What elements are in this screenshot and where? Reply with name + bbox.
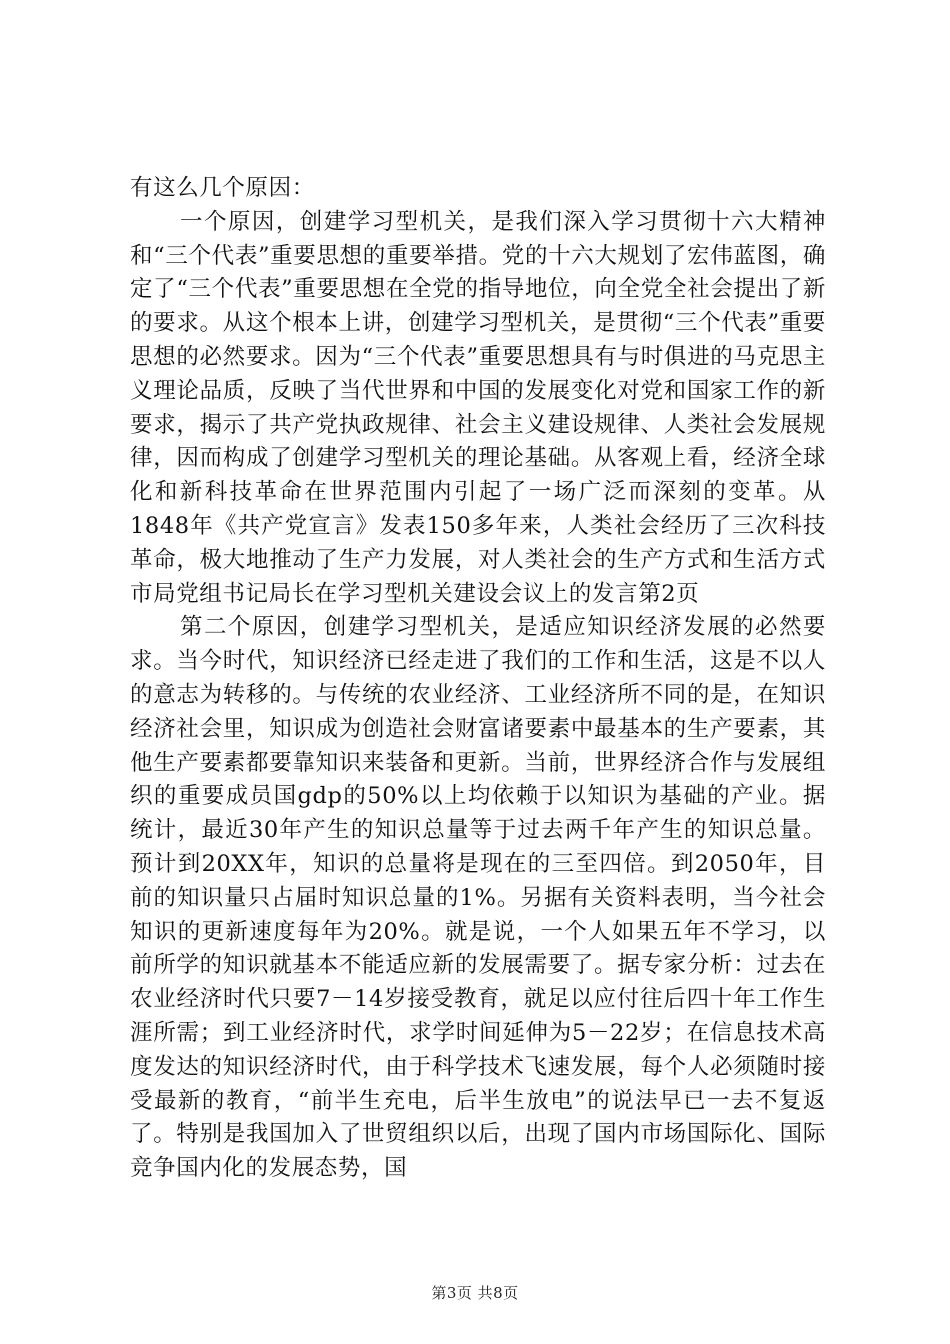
paragraph-first-reason: 一个原因，创建学习型机关，是我们深入学习贯彻十六大精神和“三个代表”重要思想的重要举措。党的十六大规划了宏伟蓝图，确定了“三个代表”重要思想在全党的指导地位，向全党全社会提出了新的要求。从这个根本上讲，创建学习型机关，是贯彻“三个代表”重要思想的必然要求。因为“三个代表”重要思想具有与时俱进的马克思主义理论品质，反映了当代世界和中国的发展变化对党和国家工作的新要求，揭示了共产党执政规律、社会主义建设规律、人类社会发展规律，因而构成了创建学习型机关的理论基础。从客观上看，经济全球化和新科技革命在世界范围内引起了一场广泛而深刻的变革。从1848年《共产党宣言》发表150多年来，人类社会经历了三次科技革命，极大地推动了生产力发展，对人类社会的生产方式和生活方式市局党组书记局长在学习型机关建设会议上的发言第2页 [130,208,826,607]
paragraph-second-reason: 第二个原因，创建学习型机关，是适应知识经济发展的必然要求。当今时代，知识经济已经走进了我们的工作和生活，这是不以人的意志为转移的。与传统的农业经济、工业经济所不同的是，在知识经济社会里，知识成为创造社会财富诸要素中最基本的生产要素，其他生产要素都要靠知识来装备和更新。当前，世界经济合作与发展组织的重要成员国gdp的50%以上均依赖于以知识为基础的产业。据统计，最近30年产生的知识总量等于过去两千年产生的知识总量。预计到20XX年，知识的总量将是现在的三至四倍。到2050年，目前的知识量只占届时知识总量的1%。另据有关资料表明，当今社会知识的更新速度每年为20%。就是说，一个人如果五年不学习，以前所学的知识就基本不能适应新的发展需要了。据专家分析：过去在农业经济时代只要7－14岁接受教育，就足以应付往后四十年工作生涯所需；到工业经济时代，求学时间延伸为5－22岁；在信息技术高度发达的知识经济时代，由于科学技术飞速发展，每个人必须随时接受最新的教育，“前半生充电，后半生放电”的说法早已一去不复返了。特别是我国加入了世贸组织以后，出现了国内市场国际化、国际竞争国内化的发展态势，国 [130,614,826,1182]
paragraph-intro: 有这么几个原因： [130,175,315,201]
document-body [130,172,826,1186]
page-footer: 第3页 共8页 [431,1284,519,1302]
